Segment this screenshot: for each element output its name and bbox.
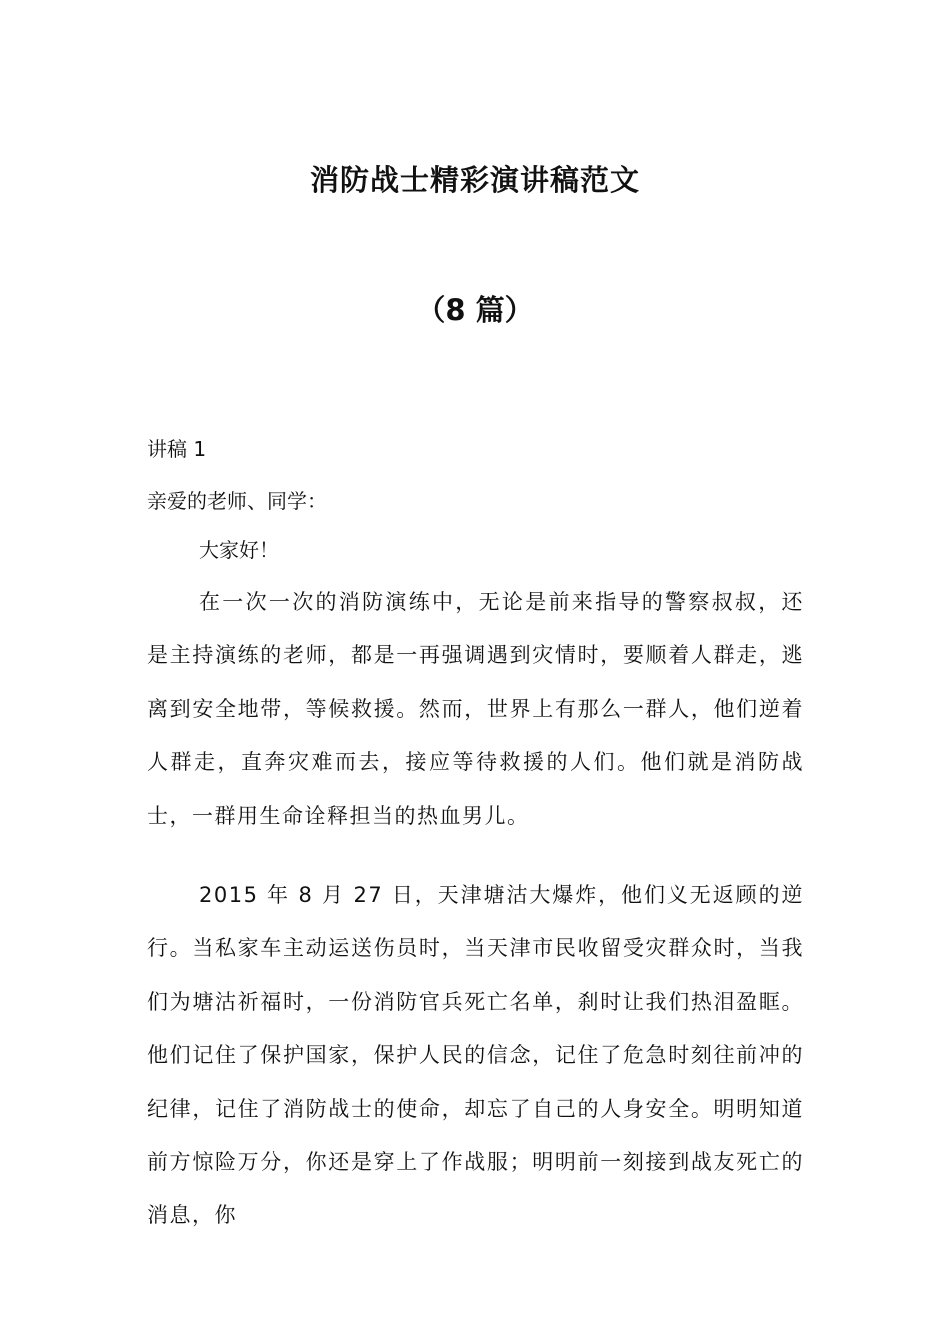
salutation: 亲爱的老师、同学：: [147, 489, 327, 513]
greeting: 大家好！: [199, 538, 279, 562]
document-title: 消防战士精彩演讲稿范文: [309, 163, 640, 197]
document-subtitle: （8 篇）: [416, 293, 534, 327]
body-paragraph: 2015 年 8 月 27 日，天津塘沽大爆炸，他们义无返顾的逆行。当私家车主动运送伤员时，当天津市民收留受灾群众时，当我们为塘沽祈福时，一份消防官兵死亡名单，刹时让我们热泪盈眶。他们记住了保护国家，保护人民的信念，记住了危急时刻往前冲的纪律，记住了消防战士的使命，却忘了自己的人身安全。明明知道前方惊险万分，你还是穿上了作战服；明明前一刻接到战友死亡的消息，你: [147, 883, 804, 1228]
body-paragraph: 在一次一次的消防演练中，无论是前来指导的警察叔叔，还是主持演练的老师，都是一再强调遇到灾情时，要顺着人群走，逃离到安全地带，等候救援。然而，世界上有那么一群人，他们逆着人群走，直奔灾难而去，接应等待救援的人们。他们就是消防战士，一群用生命诠释担当的热血男儿。: [147, 590, 804, 828]
section-label: 讲稿 1: [147, 437, 207, 461]
